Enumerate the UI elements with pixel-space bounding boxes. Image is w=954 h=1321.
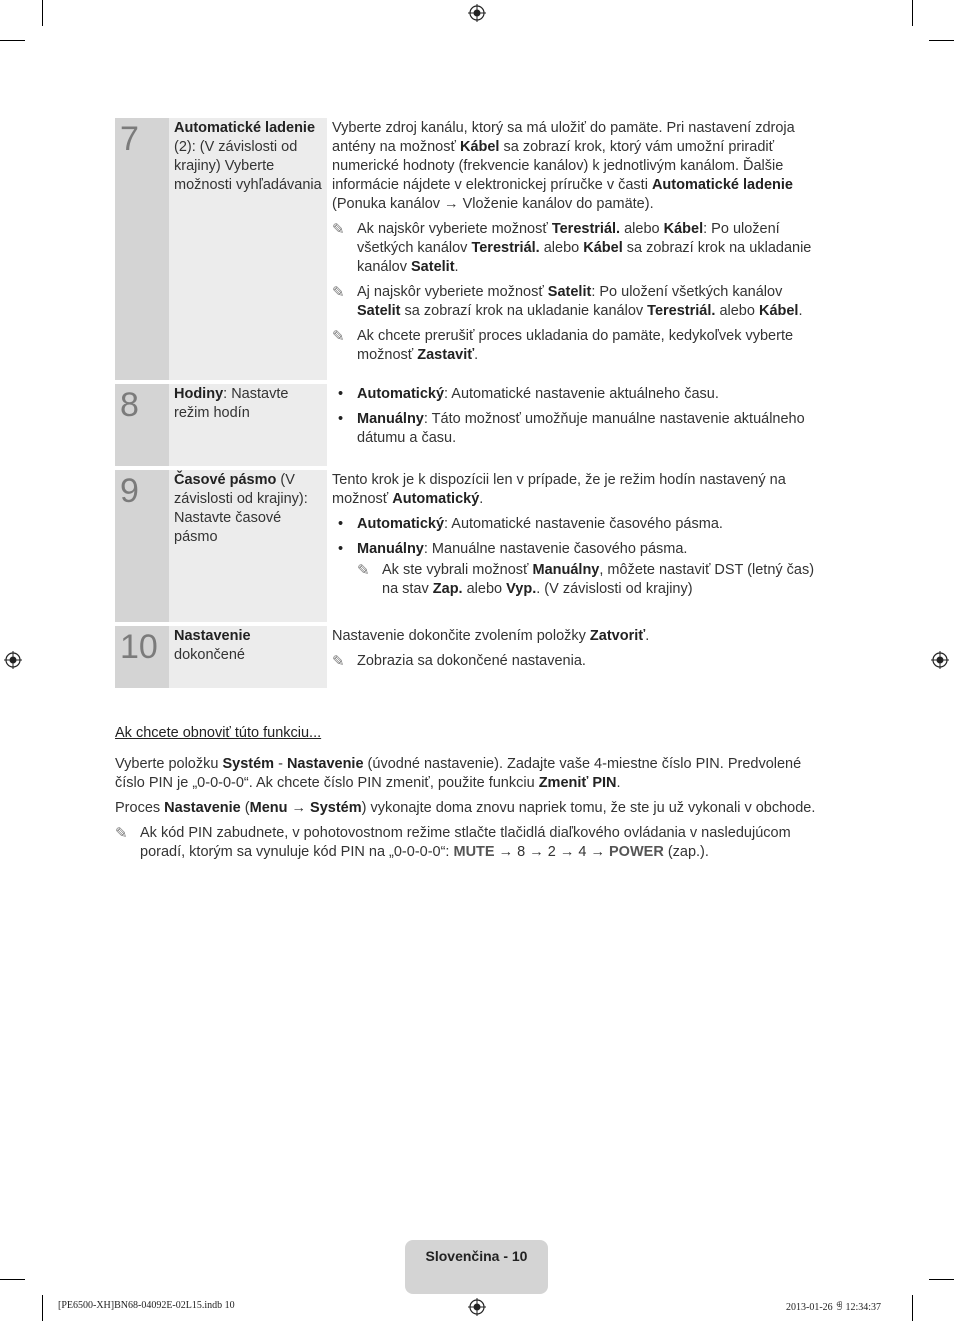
bullet-item: • Automatický: Automatické nastavenie časového pásma. <box>338 516 723 532</box>
note: ✎ Aj najskôr vyberiete možnosť Satelit: Po uložení všetkých kanálov Satelit sa zobrazí krok na ukladanie kanálov Terestriál. alebo Kábel. <box>332 284 803 319</box>
bullet-icon: • <box>338 386 344 402</box>
pencil-note-icon: ✎ <box>115 825 128 842</box>
step-label: Automatické ladenie (2): (V závislosti od krajiny) Vyberte možnosti vyhľadávania <box>169 118 327 380</box>
step-description <box>327 118 829 380</box>
page-label: Slovenčina - 10 <box>425 1248 528 1264</box>
step-description <box>327 470 829 622</box>
crop-mark <box>929 40 954 41</box>
pencil-note-icon: ✎ <box>332 221 345 238</box>
bullet-icon: • <box>338 541 344 557</box>
print-info-left: [PE6500-XH]BN68-04092E-02L15.indb 10 <box>58 1300 235 1311</box>
step-number: 7 <box>115 118 169 380</box>
bullet-icon: • <box>338 516 344 532</box>
step-number: 9 <box>115 470 169 622</box>
crop-mark <box>912 0 913 26</box>
pencil-note-icon: ✎ <box>332 284 345 301</box>
note: ✎ Ak ste vybrali možnosť Manuálny, môžete nastaviť DST (letný čas) na stav Zap. alebo Vyp.. (V závislosti od krajiny) <box>357 562 815 597</box>
step-number: 10 <box>115 626 169 688</box>
step-description <box>327 384 829 466</box>
registration-mark-icon <box>468 1298 486 1316</box>
registration-mark-icon <box>931 651 949 669</box>
pencil-note-icon: ✎ <box>332 653 345 670</box>
crop-mark <box>0 40 25 41</box>
pencil-note-icon: ✎ <box>332 328 345 345</box>
crop-mark <box>42 0 43 26</box>
crop-mark <box>42 1295 43 1321</box>
bullet-item: • Manuálny: Manuálne nastavenie časového pásma. <box>338 541 688 557</box>
note: ✎ Ak kód PIN zabudnete, v pohotovostnom režime stlačte tlačidlá diaľkového ovládania v nasledujúcom poradí, ktorým sa vynuluje kód PIN na „0-0-0-0“: MUTE → 8 → 2 → 4 → POWER (zap.). <box>115 825 791 860</box>
reset-paragraph: Proces Nastavenie (Menu → Systém) vykonajte doma znovu napriek tomu, že ste ju už vykonali v obchode. <box>115 800 816 816</box>
print-info-right: 2013-01-26 ꁅ 12:34:37 <box>786 1302 882 1313</box>
step-row-10 <box>115 626 829 688</box>
note: ✎ Ak chcete prerušiť proces ukladania do pamäte, kedykoľvek vyberte možnosť Zastaviť. <box>332 328 794 363</box>
pencil-note-icon: ✎ <box>357 562 370 579</box>
step-intro: Vyberte zdroj kanálu, ktorý sa má uložiť do pamäte. Pri nastavení zdroja antény na možnosť Kábel sa zobrazí krok, ktorý vám umožní priradiť numerické hodnoty (frekvencie kanálov) k jednotlivým kanálom. Ďalšie informácie nájdete v elektronickej príručke v časti Automatické ladenie (Ponuka kanálov → Vloženie kanálov do pamäte). <box>332 120 795 212</box>
bullet-icon: • <box>338 411 344 427</box>
reset-heading: Ak chcete obnoviť túto funkciu... <box>115 725 322 741</box>
step-label: Nastavenie dokončené <box>169 626 327 688</box>
step-row-8 <box>115 384 829 466</box>
registration-mark-icon <box>4 651 22 669</box>
page-number-tab <box>405 1240 548 1294</box>
bullet-item: • Manuálny: Táto možnosť umožňuje manuálne nastavenie aktuálneho dátumu a času. <box>338 411 805 446</box>
step-label: Časové pásmo (V závislosti od krajiny): Nastavte časové pásmo <box>169 470 327 622</box>
note: ✎ Ak najskôr vyberiete možnosť Terestriál. alebo Kábel: Po uložení všetkých kanálov Terestriál. alebo Kábel sa zobrazí krok na ukladanie kanálov Satelit. <box>332 221 812 275</box>
crop-mark <box>912 1295 913 1321</box>
crop-mark <box>929 1279 954 1280</box>
reset-section <box>115 724 835 868</box>
step-intro: Nastavenie dokončite zvolením položky Zatvoriť. <box>332 628 650 644</box>
registration-mark-icon <box>468 4 486 22</box>
reset-paragraph: Vyberte položku Systém - Nastavenie (úvodné nastavenie). Zadajte vaše 4-miestne číslo PIN. Predvolené číslo PIN je „0-0-0-0“. Ak chcete číslo PIN zmeniť, použite funkciu Zmeniť PIN. <box>115 756 802 791</box>
bullet-item: • Automatický: Automatické nastavenie aktuálneho času. <box>338 386 719 402</box>
setup-steps-table <box>115 118 829 692</box>
step-label: Hodiny: Nastavte režim hodín <box>169 384 327 466</box>
crop-mark <box>0 1279 25 1280</box>
step-intro: Tento krok je k dispozícii len v prípade, že je režim hodín nastavený na možnosť Automatický. <box>332 472 786 507</box>
step-row-7 <box>115 118 829 380</box>
step-number: 8 <box>115 384 169 466</box>
step-row-9 <box>115 470 829 622</box>
note: ✎ Zobrazia sa dokončené nastavenia. <box>332 653 586 670</box>
step-description <box>327 626 829 688</box>
